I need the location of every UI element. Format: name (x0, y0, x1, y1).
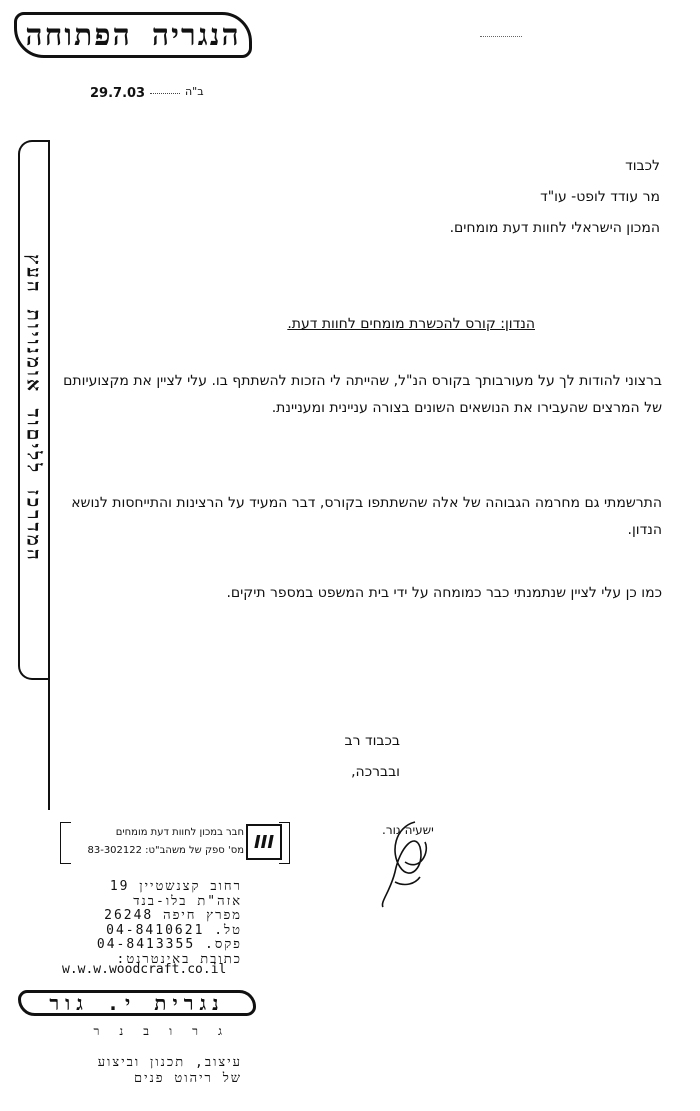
address-line-2: מר עודד לופט- עו"ד (540, 189, 660, 205)
letterhead-logo (14, 12, 252, 58)
address-street: רחוב קצנשטיין 19 (109, 879, 242, 894)
signature-scribble (375, 812, 445, 912)
closing-line-2: ובברכה, (351, 764, 400, 780)
bracket-left (60, 822, 71, 864)
address-fax: פקס. 04-8413355 (96, 937, 242, 952)
address-line-1: לכבוד (625, 158, 660, 174)
decorative-dots (480, 36, 522, 37)
letterhead-logo-text: הנגריה הפתוחה (25, 17, 241, 53)
paragraph-2: התרשמתי גם מחרמה הגבוהה של אלה שהשתתפו בקורס, דבר המעיד על הרצינות והתייחסות לנושא הנדון. (71, 495, 662, 538)
membership-text (87, 824, 244, 860)
tagline-line-1: עיצוב, תכנון וביצוע (97, 1055, 242, 1070)
side-ribbon-text: המדרכז לליםוד אומנויות העץ (22, 254, 45, 563)
paragraph-1: ברצוני להודות לך על מעורבותך בקורס הנ"ל, שהייתה לי הזכות להשתתף בו. עלי לציין את מקצועיותם של המרצים שהעבירו את הנושאים השונים בצורה עניינית ומעניינת. (63, 373, 662, 416)
address-line-3: המכון הישראלי לחוות דעת מומחים. (449, 220, 660, 236)
letter-date: 29.7.03 (90, 86, 146, 101)
company-logo-subletters: גרובנר (93, 1024, 242, 1038)
company-website: w.w.w.woodcraft.co.il (62, 962, 227, 977)
address-phone: טל. 04-8410621 (106, 922, 242, 938)
institute-logo-icon: III (246, 824, 282, 860)
company-logo (18, 990, 256, 1016)
address-area: אזה"ת בלו-בנד (133, 893, 242, 909)
left-border-line (48, 140, 50, 810)
company-tagline (62, 1055, 242, 1087)
company-logo-text: נגרית י. גור (49, 990, 225, 1015)
membership-line-2: מס' ספק של משהב"ט: 83-302122 (87, 845, 244, 856)
letter-subject: הנדון: קורס להכשרת מומחים לחוות דעת. (287, 316, 535, 332)
signature-name: ישעיה גור. (382, 823, 434, 837)
dotted-line (150, 93, 180, 94)
bh-mark: ב"ה (185, 85, 204, 98)
address-web-label: כתובת באינטרנט: (116, 951, 242, 967)
tagline-line-2: של ריהוט פנים (134, 1071, 242, 1086)
company-address (62, 880, 242, 967)
membership-line-1: חבר במכון לחוות דעת מומחים (115, 827, 244, 838)
membership-box (60, 822, 290, 870)
paragraph-3: כמו כן עלי לציין שנתמנתי כבר כמומחה על ידי בית המשפט במספר תיקים. (226, 585, 662, 601)
closing-line-1: בכבוד רב (344, 733, 400, 749)
address-city: מפרץ חיפה 26248 (104, 908, 242, 923)
